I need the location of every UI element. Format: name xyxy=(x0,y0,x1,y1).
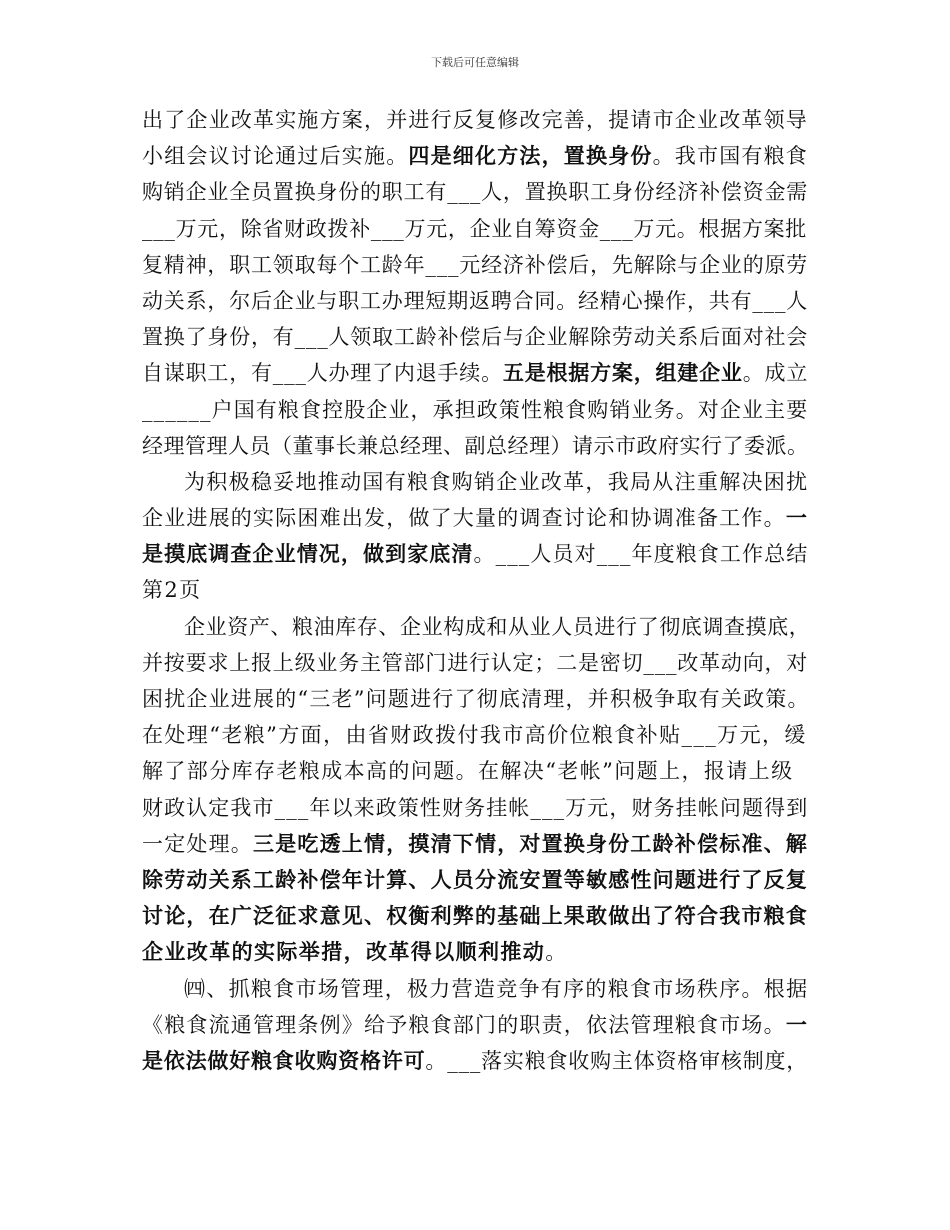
text-line xyxy=(142,355,810,391)
text-run: 财政认定我市___年以来政策性财务挂帐___万元，财务挂帐问题得到 xyxy=(142,795,809,820)
text-line xyxy=(142,862,810,898)
text-run: ___万元，除省财政拨补___万元，企业自筹资金___万元。根据方案批 xyxy=(142,216,807,241)
text-line xyxy=(142,138,810,174)
text-run: 购销企业全员置换身份的职工有___人，置换职工身份经济补偿资金需 xyxy=(142,180,809,205)
text-run: 经理管理人员（董事长兼总经理、副总经理）请示市政府实行了委派。 xyxy=(142,433,809,458)
bold-text-run: 三是吃透上情，摸清下情，对置换身份工龄补偿标准、解 xyxy=(253,830,808,856)
text-line xyxy=(142,283,810,319)
bold-text-run: 五是根据方案，组建企业 xyxy=(502,360,743,386)
text-line xyxy=(142,536,810,572)
text-run: 自谋职工，有___人办理了内退手续。 xyxy=(142,361,503,386)
text-line xyxy=(142,319,810,355)
bold-text-run: 四是细化方法，置换身份 xyxy=(408,143,653,169)
text-line xyxy=(142,102,810,138)
text-line xyxy=(142,247,810,283)
text-line xyxy=(142,790,810,826)
text-run: 困扰企业进展的“三老”问题进行了彻底清理，并积极争取有关政策。 xyxy=(142,687,810,711)
text-line xyxy=(142,971,810,1007)
text-run: 小组会议讨论通过后实施。 xyxy=(142,144,409,169)
text-run: 。我市国有粮食 xyxy=(652,144,809,169)
text-run: 企业进展的实际困难出发，做了大量的调查讨论和协调准备工作。 xyxy=(142,506,786,531)
bold-text-run: 一 xyxy=(785,505,809,531)
text-line xyxy=(142,645,810,681)
text-line xyxy=(142,572,810,608)
text-run: 。 xyxy=(545,940,568,965)
text-line xyxy=(142,826,810,862)
text-line xyxy=(142,1007,810,1043)
text-run: 出了企业改革实施方案，并进行反复修改完善，提请市企业改革领导 xyxy=(142,108,808,132)
text-run: 置换了身份，有___人领取工龄补偿后与企业解除劳动关系后面对社会 xyxy=(142,325,809,350)
bold-text-run: 企业改革的实际举措，改革得以顺利推动 xyxy=(142,939,546,965)
text-line xyxy=(142,753,810,789)
text-run: 复精神，职工领取每个工龄年___元经济补偿后，先解除与企业的原劳 xyxy=(142,252,809,277)
text-line xyxy=(142,898,810,934)
text-line xyxy=(142,500,810,536)
text-line xyxy=(142,717,810,753)
page-header-note: 下载后可任意编辑 xyxy=(431,56,519,69)
text-run: 。___人员对___年度粮食工作总结 xyxy=(473,542,809,567)
text-run: 第2页 xyxy=(142,578,202,603)
text-line xyxy=(142,392,810,428)
text-line xyxy=(142,211,810,247)
text-run: 一定处理。 xyxy=(142,831,253,856)
text-line xyxy=(142,934,810,970)
text-run: 为积极稳妥地推动国有粮食购销企业改革，我局从注重解决困扰 xyxy=(184,469,809,494)
text-run: 并按要求上报上级业务主管部门进行认定；二是密切___改革动向，对 xyxy=(142,650,809,675)
text-run: 在处理“老粮”方面，由省财政拨付我市高价位粮食补贴___万元，缓 xyxy=(142,723,807,748)
bold-text-run: 一 xyxy=(785,1011,809,1037)
text-run: 《粮食流通管理条例》给予粮食部门的职责，依法管理粮食市场。 xyxy=(142,1012,786,1037)
text-line xyxy=(142,609,810,645)
text-run: ______户国有粮食控股企业，承担政策性粮食购销业务。对企业主要 xyxy=(142,397,809,422)
bold-text-run: 是依法做好粮食收购资格许可 xyxy=(142,1047,426,1073)
text-run: 。___落实粮食收购主体资格审核制度， xyxy=(425,1048,809,1073)
text-run: 。成立 xyxy=(742,361,809,386)
bold-text-run: 是摸底调查企业情况，做到家底清 xyxy=(142,541,474,567)
text-run: 企业资产、粮油库存、企业构成和从业人员进行了彻底调查摸底， xyxy=(184,614,811,639)
document-body xyxy=(142,102,810,1079)
bold-text-run: 除劳动关系工龄补偿年计算、人员分流安置等敏感性问题进行了反复 xyxy=(142,866,808,892)
text-run: ㈣、抓粮食市场管理，极力营造竞争有序的粮食市场秩序。根据 xyxy=(184,976,809,1001)
text-run: 解了部分库存老粮成本高的问题。在解决“老帐”问题上，报请上级 xyxy=(142,759,794,784)
text-line xyxy=(142,174,810,210)
text-line xyxy=(142,428,810,464)
text-run: 动关系，尔后企业与职工办理短期返聘合同。经精心操作，共有___人 xyxy=(142,288,809,313)
text-line xyxy=(142,681,810,717)
text-line xyxy=(142,464,810,500)
text-line xyxy=(142,1043,810,1079)
bold-text-run: 讨论，在广泛征求意见、权衡利弊的基础上果敢做出了符合我市粮食 xyxy=(142,903,808,929)
